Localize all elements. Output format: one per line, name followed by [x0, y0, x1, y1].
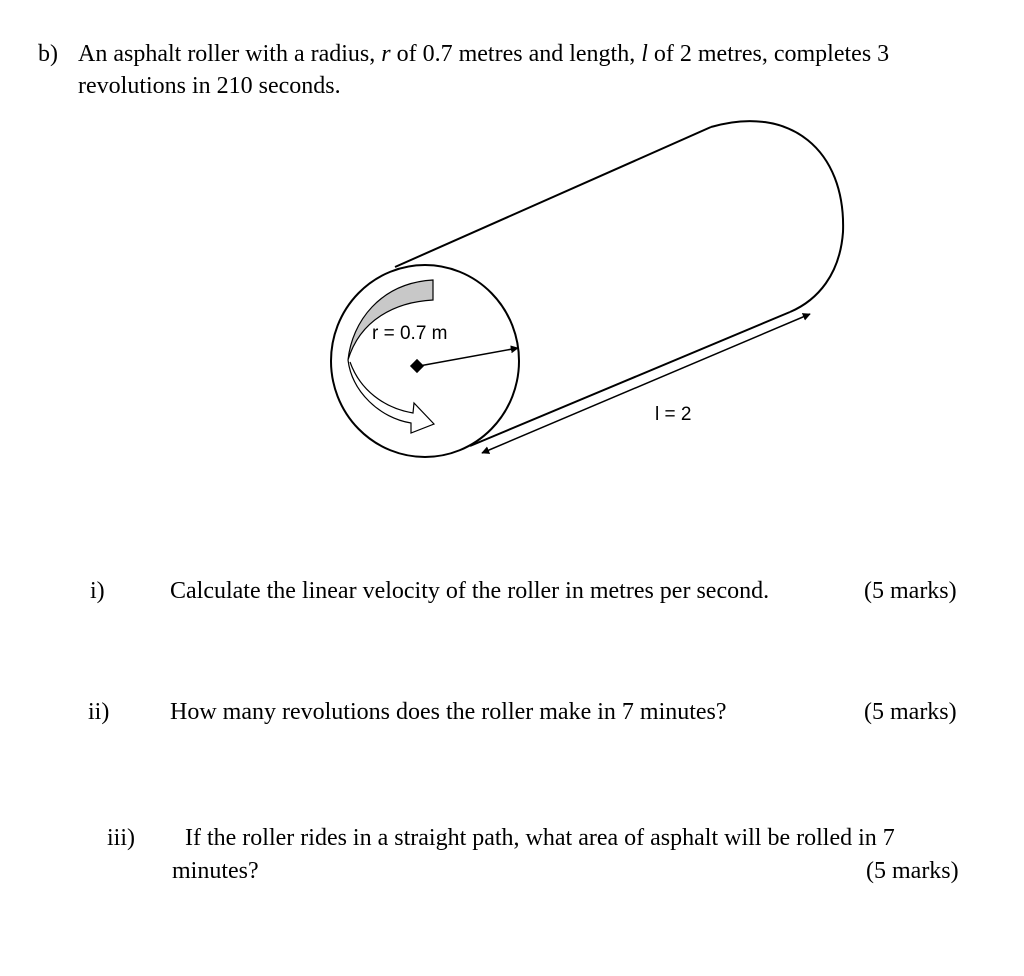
length-label: l = 2 [655, 404, 692, 425]
subquestion-number: ii) [88, 699, 110, 725]
length-symbol: l [641, 41, 648, 67]
intro-text-a: An asphalt roller with a radius, [78, 41, 382, 67]
subquestion-text-line-1: If the roller rides in a straight path, what area of asphalt will be rolled in 7 [185, 825, 895, 851]
subquestion-number: iii) [107, 825, 135, 851]
part-label: b) [38, 41, 58, 67]
cylinder-far-end [711, 121, 843, 312]
subquestion-text-line-2: minutes? [172, 858, 259, 884]
question-intro-line-2: revolutions in 210 seconds. [78, 73, 341, 99]
radius-label: r = 0.7 m [372, 323, 448, 344]
subquestion-marks: (5 marks) [864, 578, 957, 604]
subquestion-number: i) [90, 578, 105, 604]
length-dimension-arrow [482, 314, 810, 453]
subquestion-marks: (5 marks) [864, 699, 957, 725]
subquestion-text: Calculate the linear velocity of the roller in metres per second. [170, 578, 770, 604]
intro-text-b: of 0.7 metres and length, [390, 41, 642, 67]
cylinder-top-edge [395, 127, 711, 267]
intro-text-c: of 2 metres, completes 3 [647, 41, 890, 67]
subquestion-marks: (5 marks) [866, 858, 959, 884]
radius-symbol: r [381, 41, 391, 67]
subquestion-text: How many revolutions does the roller make in 7 minutes? [170, 699, 727, 725]
